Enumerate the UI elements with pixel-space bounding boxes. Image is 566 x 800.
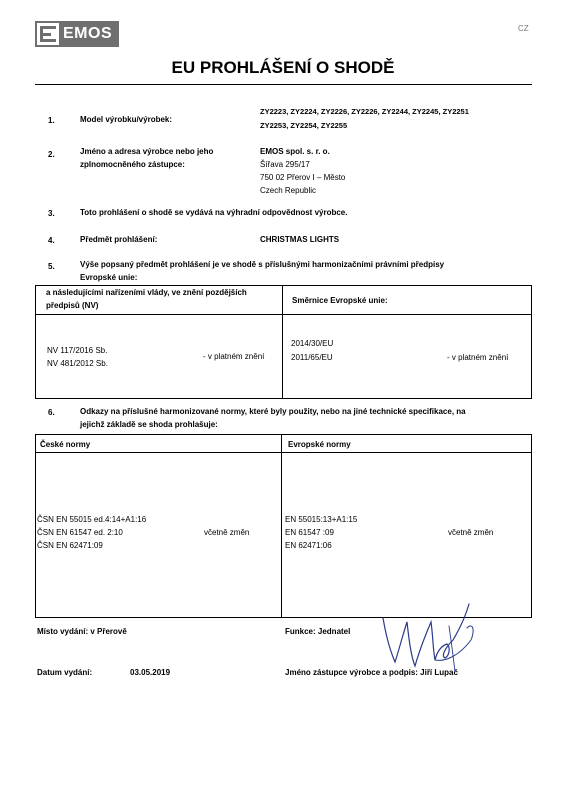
language-code: CZ (518, 24, 529, 33)
regulation-item: NV 481/2012 Sb. (47, 359, 108, 368)
manufacturer-street: Šířava 295/17 (260, 160, 310, 169)
section-6-line2: jejichž základě se shoda prohlašuje: (80, 420, 218, 429)
regulation-item: NV 117/2016 Sb. (47, 346, 108, 355)
place-of-issue: Místo vydání: v Přerově (37, 627, 127, 636)
regulations-table (35, 285, 532, 399)
section-4-label: Předmět prohlášení: (80, 235, 158, 244)
standards-table-header-line (35, 452, 532, 453)
standards-table-divider (281, 434, 282, 618)
section-5-line2: Evropské unie: (80, 273, 138, 282)
directive-item: 2011/65/EU (291, 353, 333, 362)
manufacturer-country: Czech Republic (260, 186, 317, 195)
section-4-number: 4. (48, 236, 55, 245)
european-standards-note: včetně změn (448, 528, 494, 537)
directive-right-note: - v platném znění (447, 353, 509, 362)
czech-standard-item: ČSN EN 61547 ed. 2:10 (37, 528, 123, 537)
section-2-label-line2: zplnomocněného zástupce: (80, 160, 185, 169)
signer-function: Funkce: Jednatel (285, 627, 351, 636)
czech-standard-item: ČSN EN 55015 ed.4:14+A1:16 (37, 515, 147, 524)
regulations-right-header: Směrnice Evropské unie: (292, 296, 388, 305)
regulation-left-note: - v platném znění (203, 352, 265, 361)
section-3-number: 3. (48, 209, 55, 218)
section-1-models-line1: ZY2223, ZY2224, ZY2226, ZY2226, ZY2244, ZY2245, ZY2251 (260, 107, 469, 116)
title-divider (35, 84, 532, 85)
regulations-left-header-line2: předpisů (NV) (46, 301, 99, 310)
emos-logo (35, 21, 119, 47)
section-6-number: 6. (48, 408, 55, 417)
european-standard-item: EN 55015:13+A1:15 (285, 515, 358, 524)
page-title: EU PROHLÁŠENÍ O SHODĚ (171, 58, 395, 77)
manufacturer-name: EMOS spol. s. r. o. (260, 147, 330, 156)
logo-mark-icon (37, 23, 59, 45)
directive-item: 2014/30/EU (291, 339, 334, 348)
section-1-label: Model výrobku/výrobek: (80, 115, 173, 124)
regulations-left-header-line1: a následujícími nařízeními vlády, ve znění pozdějších (46, 288, 247, 297)
section-4-value: CHRISTMAS LIGHTS (260, 235, 340, 244)
regulations-table-divider (282, 285, 283, 399)
section-5-line1: Výše popsaný předmět prohlášení je ve shodě s příslušnými harmonizačními právními předpisy (80, 260, 445, 269)
handwritten-signature (375, 600, 485, 680)
section-2-label-line1: Jméno a adresa výrobce nebo jeho (80, 147, 214, 156)
european-standard-item: EN 62471:06 (285, 541, 332, 550)
date-label: Datum vydání: (37, 668, 93, 677)
signer-name: Jméno zástupce výrobce a podpis: Jiří Lupač (285, 668, 458, 677)
section-1-models-line2: ZY2253, ZY2254, ZY2255 (260, 121, 348, 130)
section-2-number: 2. (48, 150, 55, 159)
date-value: 03.05.2019 (130, 668, 171, 677)
european-standards-header: Evropské normy (288, 440, 351, 449)
czech-standard-item: ČSN EN 62471:09 (37, 541, 103, 550)
logo-text: EMOS (63, 25, 113, 42)
european-standard-item: EN 61547 :09 (285, 528, 334, 537)
section-6-line1: Odkazy na příslušné harmonizované normy, které byly použity, nebo na jiné technické specifikace, na (80, 407, 466, 416)
manufacturer-city: 750 02 Přerov I – Město (260, 173, 346, 182)
czech-standards-header: České normy (40, 440, 91, 449)
section-1-number: 1. (48, 116, 55, 125)
section-3-text: Toto prohlášení o shodě se vydává na výhradní odpovědnost výrobce. (80, 208, 348, 217)
section-5-number: 5. (48, 262, 55, 271)
czech-standards-note: včetně změn (204, 528, 250, 537)
regulations-table-header-line (35, 314, 532, 315)
